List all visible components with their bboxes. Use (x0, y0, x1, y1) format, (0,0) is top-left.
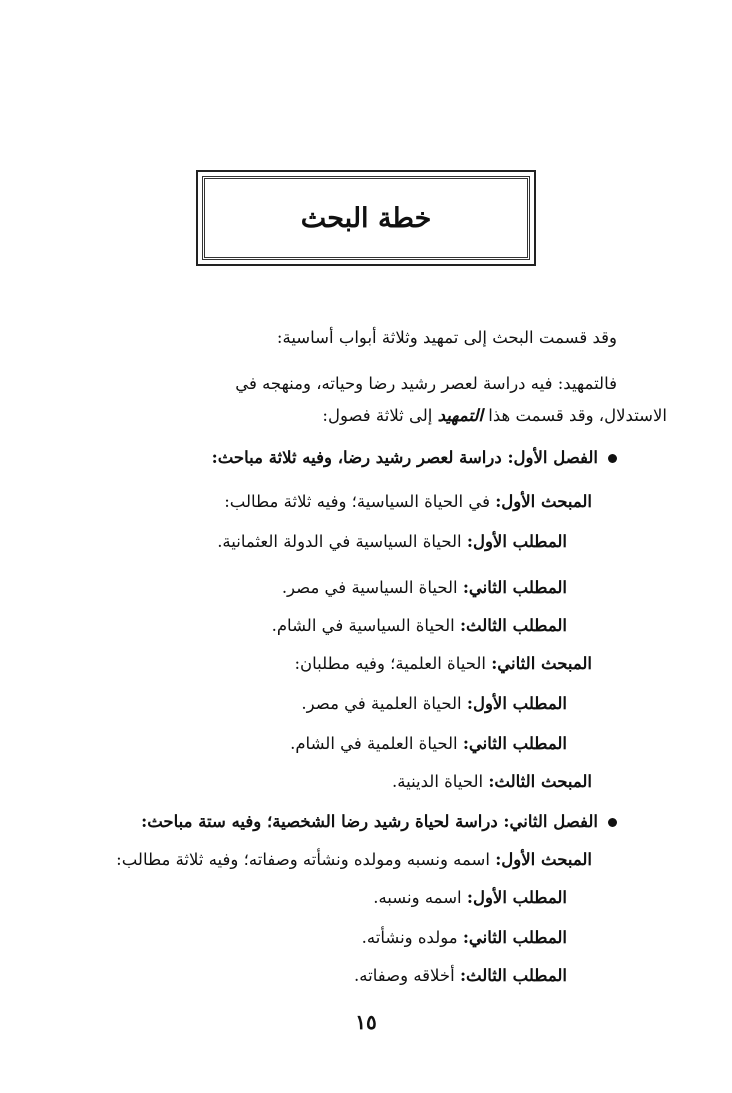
intro-paragraph (277, 326, 617, 350)
section-text: الحياة الدينية. (392, 772, 484, 791)
requirement-label: المطلب الثالث: (459, 966, 567, 985)
section-label: المبحث الثاني: (491, 654, 592, 673)
requirement-label: المطلب الثالث: (459, 616, 567, 635)
section-text: في الحياة السياسية؛ وفيه ثلاثة مطالب: (224, 492, 490, 511)
chapter-1-heading (212, 446, 617, 470)
ch2-section-1 (116, 848, 592, 872)
ch1-s1-requirement-2 (282, 576, 567, 600)
requirement-label: المطلب الثاني: (462, 578, 567, 597)
ch1-section-3 (392, 770, 592, 794)
requirement-text: الحياة السياسية في مصر. (281, 578, 458, 597)
requirement-text: اسمه ونسبه. (373, 888, 462, 907)
bullet-icon (608, 818, 617, 827)
requirement-text: الحياة العلمية في الشام. (290, 734, 458, 753)
chapter-2-label: الفصل الثاني: دراسة لحياة رشيد رضا الشخصية؛ وفيه ستة مباحث: (141, 812, 598, 831)
title-inner-frame (202, 176, 530, 260)
chapter-2-heading (141, 810, 617, 834)
requirement-text: الحياة السياسية في الشام. (271, 616, 455, 635)
ch2-s1-requirement-2 (362, 926, 567, 950)
requirement-text: الحياة السياسية في الدولة العثمانية. (217, 532, 462, 551)
page-title: خطة البحث (300, 202, 432, 234)
section-label: المبحث الأول: (495, 850, 592, 869)
ch1-section-1 (224, 490, 592, 514)
tamheed-text-2a: الاستدلال، وقد قسمت هذا (488, 406, 667, 425)
section-label: المبحث الثالث: (488, 772, 592, 791)
tamheed-text-2b: إلى ثلاثة فصول: (322, 406, 433, 425)
tamheed-emphasis: التمهيد (437, 406, 484, 425)
chapter-1-label: الفصل الأول: دراسة لعصر رشيد رضا، وفيه ثلاثة مباحث: (211, 448, 598, 467)
title-frame (196, 170, 536, 266)
ch1-s2-requirement-2 (290, 732, 567, 756)
section-label: المبحث الأول: (495, 492, 592, 511)
requirement-text: مولده ونشأته. (361, 928, 458, 947)
tamheed-text-1: فالتمهيد: فيه دراسة لعصر رشيد رضا وحياته، ومنهجه في (235, 374, 617, 393)
tamheed-line-2 (322, 404, 667, 428)
requirement-text: أخلاقه وصفاته. (354, 966, 455, 985)
requirement-label: المطلب الثاني: (462, 928, 567, 947)
ch1-s1-requirement-1 (217, 530, 567, 554)
requirement-text: الحياة العلمية في مصر. (301, 694, 462, 713)
ch1-s1-requirement-3 (272, 614, 567, 638)
requirement-label: المطلب الثاني: (462, 734, 567, 753)
section-text: الحياة العلمية؛ وفيه مطلبان: (294, 654, 486, 673)
tamheed-line-1 (235, 372, 617, 396)
requirement-label: المطلب الأول: (466, 532, 567, 551)
ch1-section-2 (294, 652, 592, 676)
requirement-label: المطلب الأول: (466, 888, 567, 907)
bullet-icon (608, 454, 617, 463)
ch2-s1-requirement-1 (373, 886, 567, 910)
ch1-s2-requirement-1 (301, 692, 567, 716)
section-text: اسمه ونسبه ومولده ونشأته وصفاته؛ وفيه ثلاثة مطالب: (116, 850, 490, 869)
requirement-label: المطلب الأول: (466, 694, 567, 713)
intro-text: وقد قسمت البحث إلى تمهيد وثلاثة أبواب أساسية: (276, 328, 617, 347)
ch2-s1-requirement-3 (354, 964, 567, 988)
page-number: ١٥ (355, 1010, 377, 1034)
